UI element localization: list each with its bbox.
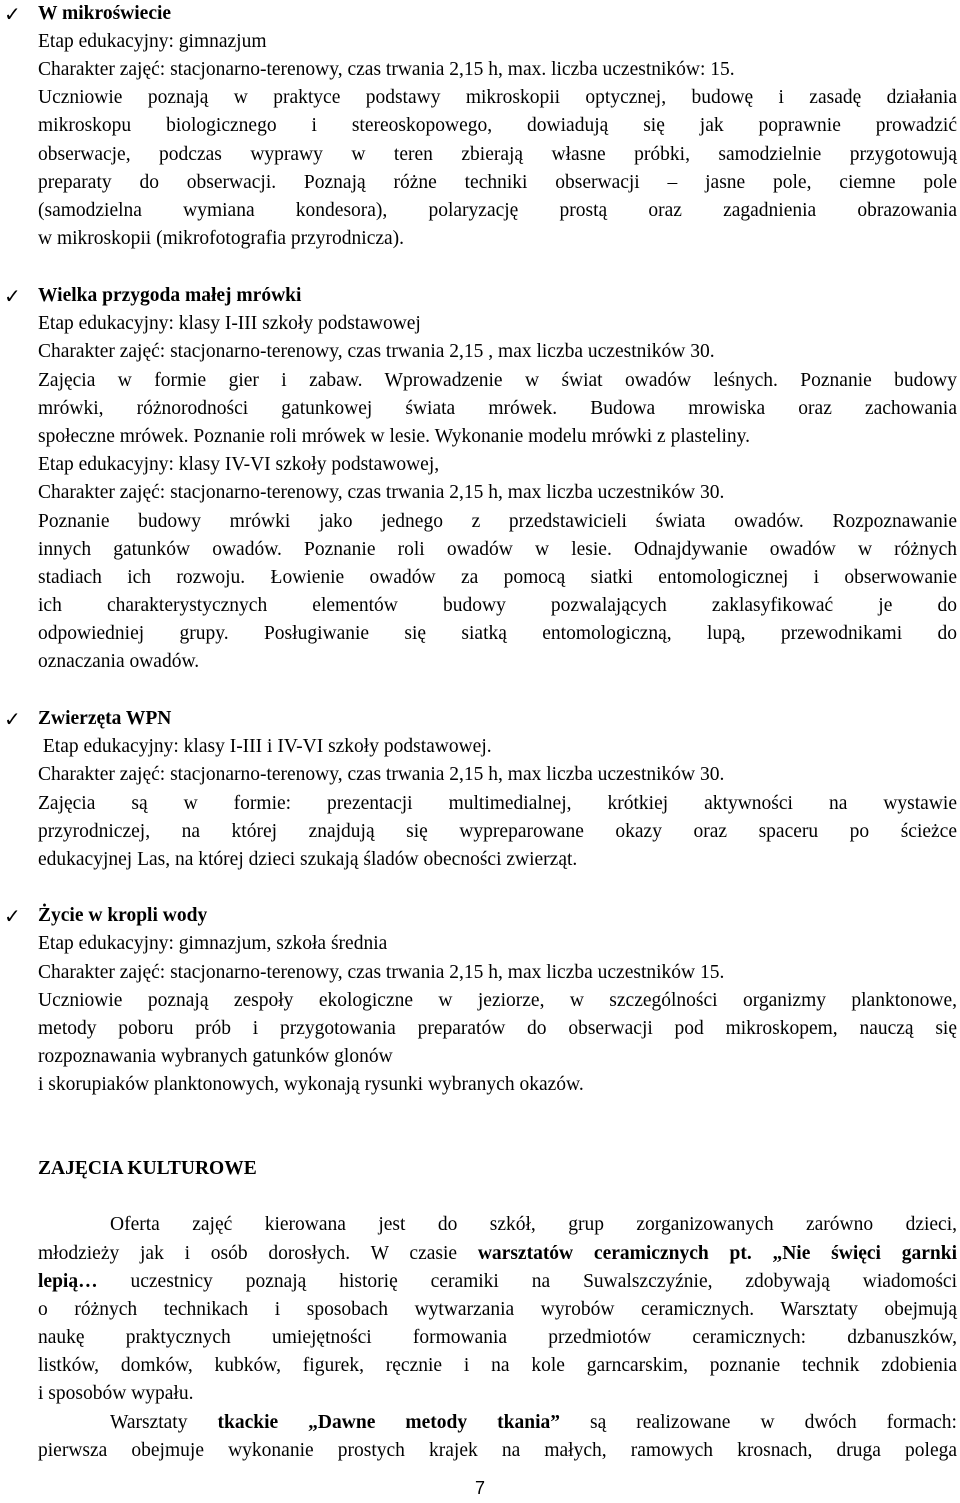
- text-line: Etap edukacyjny: klasy I-III szkoły podstawowej: [38, 313, 421, 334]
- text-line: Uczniowie poznają w praktyce podstawy mikroskopii optycznej, budowę i zasadę działania: [38, 87, 957, 108]
- text-run: uczestnicy poznają historię ceramiki na Suwalszczyźnie, zdobywają wiadomości: [130, 1271, 957, 1292]
- text-line: [38, 1268, 957, 1297]
- text-line: i skorupiaków planktonowych, wykonają rysunki wybranych okazów.: [38, 1074, 584, 1095]
- text-run: Warsztaty: [110, 1412, 218, 1433]
- section-title: Życie w kropli wody: [38, 905, 208, 926]
- text-line: Zajęcia w formie gier i zabaw. Wprowadzenie w świat owadów leśnych. Poznanie budowy: [38, 370, 957, 391]
- text-run: są realizowane w dwóch formach:: [559, 1412, 957, 1433]
- text-line: edukacyjnej Las, na której dzieci szukają śladów obecności zwierząt.: [38, 849, 578, 870]
- workshop-title-weaving: tkackie „Dawne metody tkania”: [217, 1412, 560, 1433]
- text-line: listków, domków, kubków, figurek, ręcznie i na kole garncarskim, poznanie technik zdobienia: [38, 1355, 957, 1376]
- text-line: rozpoznawania wybranych gatunków glonów: [38, 1046, 393, 1067]
- text-line: stadiach ich rozwoju. Łowienie owadów za pomocą siatki entomologicznej i obserwowanie: [38, 567, 957, 588]
- text-line: o różnych technikach i sposobach wytwarzania wyrobów ceramicznych. Warsztaty obejmują: [38, 1299, 957, 1320]
- text-line: obserwacje, podczas wyprawy w teren zbierają własne próbki, samodzielnie przygotowują: [38, 144, 957, 165]
- text-line: w mikroskopii (mikrofotografia przyrodnicza).: [38, 228, 405, 249]
- text-line: Etap edukacyjny: gimnazjum, szkoła średnia: [38, 933, 388, 954]
- text-line: Charakter zajęć: stacjonarno-terenowy, czas trwania 2,15 h, max liczba uczestników 15.: [38, 962, 725, 983]
- text-line: (samodzielna wymiana kondesora), polaryzację prostą oraz zagadnienia obrazowania: [38, 200, 957, 221]
- text-line: Uczniowie poznają zespoły ekologiczne w jeziorze, w szczególności organizmy planktonowe,: [38, 990, 957, 1011]
- text-line: mrówki, różnorodności gatunkowej świata mrówek. Budowa mrowiska oraz zachowania: [38, 398, 957, 419]
- text-line: Charakter zajęć: stacjonarno-terenowy, czas trwania 2,15 h, max liczba uczestników 30.: [38, 764, 725, 785]
- checkmark-icon: ✓: [4, 284, 21, 308]
- checkmark-icon: ✓: [4, 2, 21, 26]
- page-number: 7: [474, 1478, 485, 1498]
- text-line: innych gatunków owadów. Poznanie roli owadów w lesie. Odnajdywanie owadów w różnych: [38, 539, 957, 560]
- checkmark-icon: ✓: [4, 904, 21, 928]
- text-line: Charakter zajęć: stacjonarno-terenowy, czas trwania 2,15 , max liczba uczestników 30.: [38, 341, 715, 362]
- workshop-title-ceramics-end: lepią…: [38, 1271, 131, 1292]
- text-line: społeczne mrówek. Poznanie roli mrówek w lesie. Wykonanie modelu mrówki z plasteliny.: [38, 426, 751, 447]
- text-line: naukę praktycznych umiejętności formowania przedmiotów ceramicznych: dzbanuszków,: [38, 1327, 957, 1348]
- text-run: młodzieży jak i osób dorosłych. W czasie: [38, 1243, 478, 1264]
- text-line: Etap edukacyjny: klasy IV-VI szkoły podstawowej,: [38, 454, 440, 475]
- text-line: Etap edukacyjny: gimnazjum: [38, 31, 267, 52]
- text-line: Oferta zajęć kierowana jest do szkół, grup zorganizowanych zarówno dzieci,: [110, 1214, 957, 1235]
- text-line: i sposobów wypału.: [38, 1383, 194, 1404]
- text-line: Charakter zajęć: stacjonarno-terenowy, czas trwania 2,15 h, max liczba uczestników 30.: [38, 482, 725, 503]
- text-line: mikroskopu biologicznego i stereoskopowego, dowiadują się jak poprawnie prowadzić: [38, 115, 957, 136]
- text-line: preparaty do obserwacji. Poznają różne techniki obserwacji – jasne pole, ciemne pole: [38, 172, 957, 193]
- checkmark-icon: ✓: [4, 707, 21, 731]
- text-line: [110, 1409, 957, 1438]
- text-line: przyrodniczej, na której znajdują się wypreparowane okazy oraz spaceru po ścieżce: [38, 821, 957, 842]
- section-title: Zwierzęta WPN: [38, 708, 172, 729]
- text-line: pierwsza obejmuje wykonanie prostych krajek na małych, ramowych krosnach, druga polega: [38, 1440, 957, 1461]
- text-line: Etap edukacyjny: klasy I-III i IV-VI szkoły podstawowej.: [38, 736, 492, 757]
- text-line: ich charakterystycznych elementów budowy pozwalających zaklasyfikować je do: [38, 595, 957, 616]
- section-title: W mikroświecie: [38, 3, 172, 24]
- text-line: [38, 1240, 957, 1269]
- text-line: odpowiedniej grupy. Posługiwanie się siatką entomologiczną, lupą, przewodnikami do: [38, 623, 957, 644]
- text-line: oznaczania owadów.: [38, 651, 200, 672]
- section-title: Wielka przygoda małej mrówki: [38, 285, 302, 306]
- text-line: Charakter zajęć: stacjonarno-terenowy, czas trwania 2,15 h, max. liczba uczestników: 15.: [38, 59, 735, 80]
- text-line: Poznanie budowy mrówki jako jednego z przedstawicieli świata owadów. Rozpoznawanie: [38, 511, 957, 532]
- culture-heading: ZAJĘCIA KULTUROWE: [38, 1158, 257, 1179]
- text-line: metody poboru prób i przygotowania preparatów do obserwacji pod mikroskopem, nauczą się: [38, 1018, 957, 1039]
- text-line: Zajęcia są w formie: prezentacji multimedialnej, krótkiej aktywności na wystawie: [38, 793, 957, 814]
- workshop-title-ceramics: warsztatów ceramicznych pt. „Nie święci garnki: [477, 1243, 958, 1264]
